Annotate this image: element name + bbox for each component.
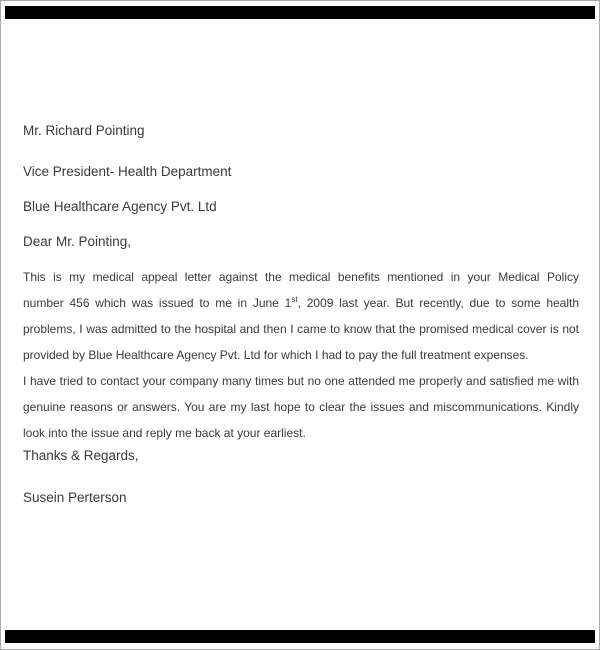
signature-name: Susein Perterson xyxy=(23,490,127,505)
paragraph-line xyxy=(23,290,579,316)
paragraph-line: genuine reasons or answers. You are my last hope to clear the issues and miscommunications. Kindly xyxy=(23,400,579,414)
body-paragraph-1 xyxy=(23,264,579,368)
recipient-title: Vice President- Health Department xyxy=(23,164,232,179)
paragraph-line: look into the issue and reply me back at your earliest. xyxy=(23,426,306,440)
paragraph-line: This is my medical appeal letter against the medical benefits mentioned in your Medical Policy xyxy=(23,270,579,284)
ordinal-superscript: st xyxy=(291,295,298,304)
bottom-black-bar xyxy=(5,630,595,643)
paragraph-line: I have tried to contact your company many times but no one attended me properly and satisfied me with xyxy=(23,374,579,388)
paragraph-line: problems, I was admitted to the hospital and then I came to know that the promised medical cover is not xyxy=(23,322,579,336)
salutation: Dear Mr. Pointing, xyxy=(23,234,132,249)
line-text-after-superscript: , 2009 last year. But recently, due to some health xyxy=(297,296,580,310)
recipient-name: Mr. Richard Pointing xyxy=(23,123,145,138)
line-text-before-superscript: number 456 which was issued to me in June 1 xyxy=(23,296,292,310)
closing-phrase: Thanks & Regards, xyxy=(23,448,139,463)
body-paragraph-2 xyxy=(23,368,579,446)
top-black-bar xyxy=(5,6,595,19)
paragraph-line: provided by Blue Healthcare Agency Pvt. Ltd for which I had to pay the full treatment expenses. xyxy=(23,348,529,362)
recipient-company: Blue Healthcare Agency Pvt. Ltd xyxy=(23,199,217,214)
